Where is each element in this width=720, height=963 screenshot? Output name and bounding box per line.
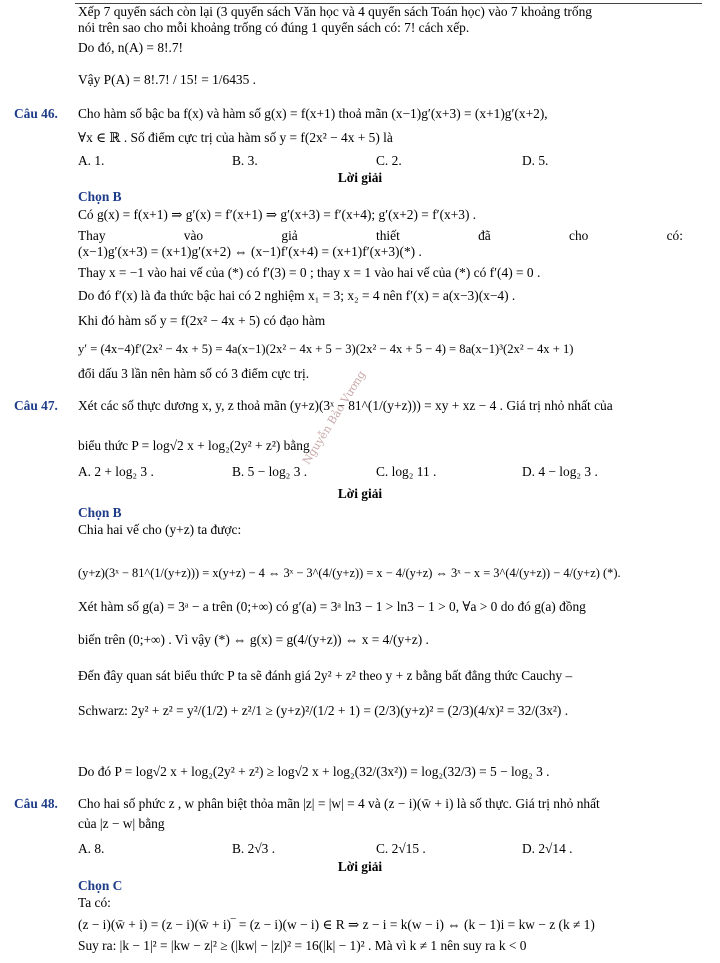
watermark: Nguyễn Bảo Vương bbox=[300, 368, 369, 467]
q47-solution-line-6: Schwarz: 2y² + z² = y²/(1/2) + z²/1 ≥ (y+z)²/(1/2 + 1) = (2/3)(y+z)² = (2/3)(4/x)² = 32/(3x²) . bbox=[78, 703, 569, 718]
q48-option-d: D. 2√14 . bbox=[522, 841, 573, 856]
q46-s2-word-3: giả bbox=[281, 228, 298, 243]
q48-solution-line-3: Suy ra: |k − 1|² = |kw − z|² ≥ (|kw| − |z|)² = 16(|k| − 1)² . Mà vì k ≠ 1 nên suy ra k < 0 bbox=[78, 938, 527, 953]
q46-s2-word-1: Thay bbox=[78, 228, 106, 243]
q46-s2-word-6: cho bbox=[569, 228, 589, 243]
q47-option-c: C. log₂ 11 . bbox=[376, 464, 437, 479]
q48-option-c: C. 2√15 . bbox=[376, 841, 426, 856]
q47-solution-heading: Lời giải bbox=[337, 486, 383, 501]
question-48-line-1: Cho hai số phức z , w phân biệt thỏa mãn |z| = |w| = 4 và (z − i)(w̄ + i) là số thực. Giá trị nhỏ nhất bbox=[78, 796, 600, 811]
q46-solution-line-4: Thay x = −1 vào hai vế của (*) có f′(3) = 0 ; thay x = 1 vào hai vế của (*) có f′(4) = 0 . bbox=[78, 265, 541, 280]
question-48-line-2: của |z − w| bằng bbox=[78, 816, 165, 831]
q46-option-a: A. 1. bbox=[78, 153, 105, 168]
q47-option-d: D. 4 − log₂ 3 . bbox=[522, 464, 598, 479]
q48-solution-line-2: (z − i)(w̄ + i) = (z − i)(w̄ + i)‾ = (z − i)(w − i) ∈ R ⇒ z − i = k(w − i) ⇔ (k − 1)i = kw − z (k ≠ 1) bbox=[78, 917, 595, 932]
q46-option-b: B. 3. bbox=[232, 153, 258, 168]
q46-s2-word-7: có: bbox=[666, 228, 683, 243]
q48-solution-line-1: Ta có: bbox=[78, 895, 111, 910]
q47-solution-line-3: Xét hàm số g(a) = 3ᵃ − a trên (0;+∞) có g′(a) = 3ᵃ ln3 − 1 > ln3 − 1 > 0, ∀a > 0 do đó g(a) đồng bbox=[78, 599, 586, 614]
q46-solution-line-8: đổi dấu 3 lần nên hàm số có 3 điểm cực trị. bbox=[78, 366, 310, 381]
q47-solution-line-4: biến trên (0;+∞) . Vì vậy (*) ⇔ g(x) = g(4/(y+z)) ⇔ x = 4/(y+z) . bbox=[78, 632, 429, 647]
q47-solution-line-2: (y+z)(3ˣ − 81^(1/(y+z))) = x(y+z) − 4 ⇔ 3ˣ − 3^(4/(y+z)) = x − 4/(y+z) ⇔ 3ˣ − x = 3^(4/(y+z)) − 4/(y+z) (*). bbox=[78, 566, 621, 580]
q47-option-b: B. 5 − log₂ 3 . bbox=[232, 464, 308, 479]
q46-option-d: D. 5. bbox=[522, 153, 549, 168]
q48-option-a: A. 8. bbox=[78, 841, 105, 856]
q46-solution-line-6: Khi đó hàm số y = f(2x² − 4x + 5) có đạo hàm bbox=[78, 313, 326, 328]
q47-solution-line-5: Đến đây quan sát biểu thức P ta sẽ đánh giá 2y² + z² theo y + z bằng bất đẳng thức Cauchy – bbox=[78, 668, 573, 683]
q46-solution-line-5: Do đó f′(x) là đa thức bậc hai có 2 nghiệm x₁ = 3; x₂ = 4 nên f′(x) = a(x−3)(x−4) . bbox=[78, 288, 516, 303]
intro-line-4: Vậy P(A) = 8!.7! / 15! = 1/6435 . bbox=[78, 72, 257, 87]
question-46-label: Câu 46. bbox=[14, 106, 58, 121]
intro-line-2: nói trên sao cho mỗi khoảng trống có đúng 1 quyển sách có: 7! cách xếp. bbox=[78, 20, 470, 35]
q46-choice: Chọn B bbox=[78, 189, 122, 204]
q47-solution-line-7: Do đó P = log√2 x + log₂(2y² + z²) ≥ log√2 x + log₂(32/(3x²)) = log₂(32/3) = 5 − log₂ 3 . bbox=[78, 764, 550, 779]
question-46-line-2: ∀x ∈ ℝ . Số điểm cực trị của hàm số y = f(2x² − 4x + 5) là bbox=[78, 130, 393, 145]
q46-solution-heading: Lời giải bbox=[337, 170, 383, 185]
question-47-line-2: biểu thức P = log√2 x + log₂(2y² + z²) bằng bbox=[78, 438, 310, 453]
question-47-line-1: Xét các số thực dương x, y, z thoả mãn (y+z)(3ˣ − 81^(1/(y+z))) = xy + xz − 4 . Giá trị nhỏ nhất của bbox=[78, 398, 613, 413]
q46-s2-word-4: thiết bbox=[376, 228, 400, 243]
q48-choice: Chọn C bbox=[78, 878, 123, 893]
q48-option-b: B. 2√3 . bbox=[232, 841, 276, 856]
intro-line-1: Xếp 7 quyển sách còn lại (3 quyển sách Văn học và 4 quyển sách Toán học) vào 7 khoảng trống bbox=[78, 4, 592, 19]
q48-solution-heading: Lời giải bbox=[337, 859, 383, 874]
q47-option-a: A. 2 + log₂ 3 . bbox=[78, 464, 154, 479]
q47-solution-line-1: Chia hai vế cho (y+z) ta được: bbox=[78, 522, 242, 537]
q46-option-c: C. 2. bbox=[376, 153, 402, 168]
question-48-label: Câu 48. bbox=[14, 796, 58, 811]
q46-solution-line-3: (x−1)g′(x+3) = (x+1)g′(x+2) ⇔ (x−1)f′(x+4) = (x+1)f′(x+3)(*) . bbox=[78, 244, 422, 259]
q46-solution-line-2 bbox=[78, 228, 683, 244]
question-47-label: Câu 47. bbox=[14, 398, 58, 413]
intro-line-3: Do đó, n(A) = 8!.7! bbox=[78, 40, 183, 55]
q47-choice: Chọn B bbox=[78, 505, 122, 520]
q46-s2-word-2: vào bbox=[183, 228, 204, 243]
q46-solution-line-1: Có g(x) = f(x+1) ⇒ g′(x) = f′(x+1) ⇒ g′(x+3) = f′(x+4); g′(x+2) = f′(x+3) . bbox=[78, 207, 477, 222]
q46-solution-line-7: y′ = (4x−4)f′(2x² − 4x + 5) = 4a(x−1)(2x² − 4x + 5 − 3)(2x² − 4x + 5 − 4) = 8a(x−1)³(2x² − 4x + 1) bbox=[78, 342, 574, 356]
question-46-line-1: Cho hàm số bậc ba f(x) và hàm số g(x) = f(x+1) thoả mãn (x−1)g′(x+3) = (x+1)g′(x+2), bbox=[78, 106, 548, 121]
q46-s2-word-5: đã bbox=[478, 228, 491, 243]
